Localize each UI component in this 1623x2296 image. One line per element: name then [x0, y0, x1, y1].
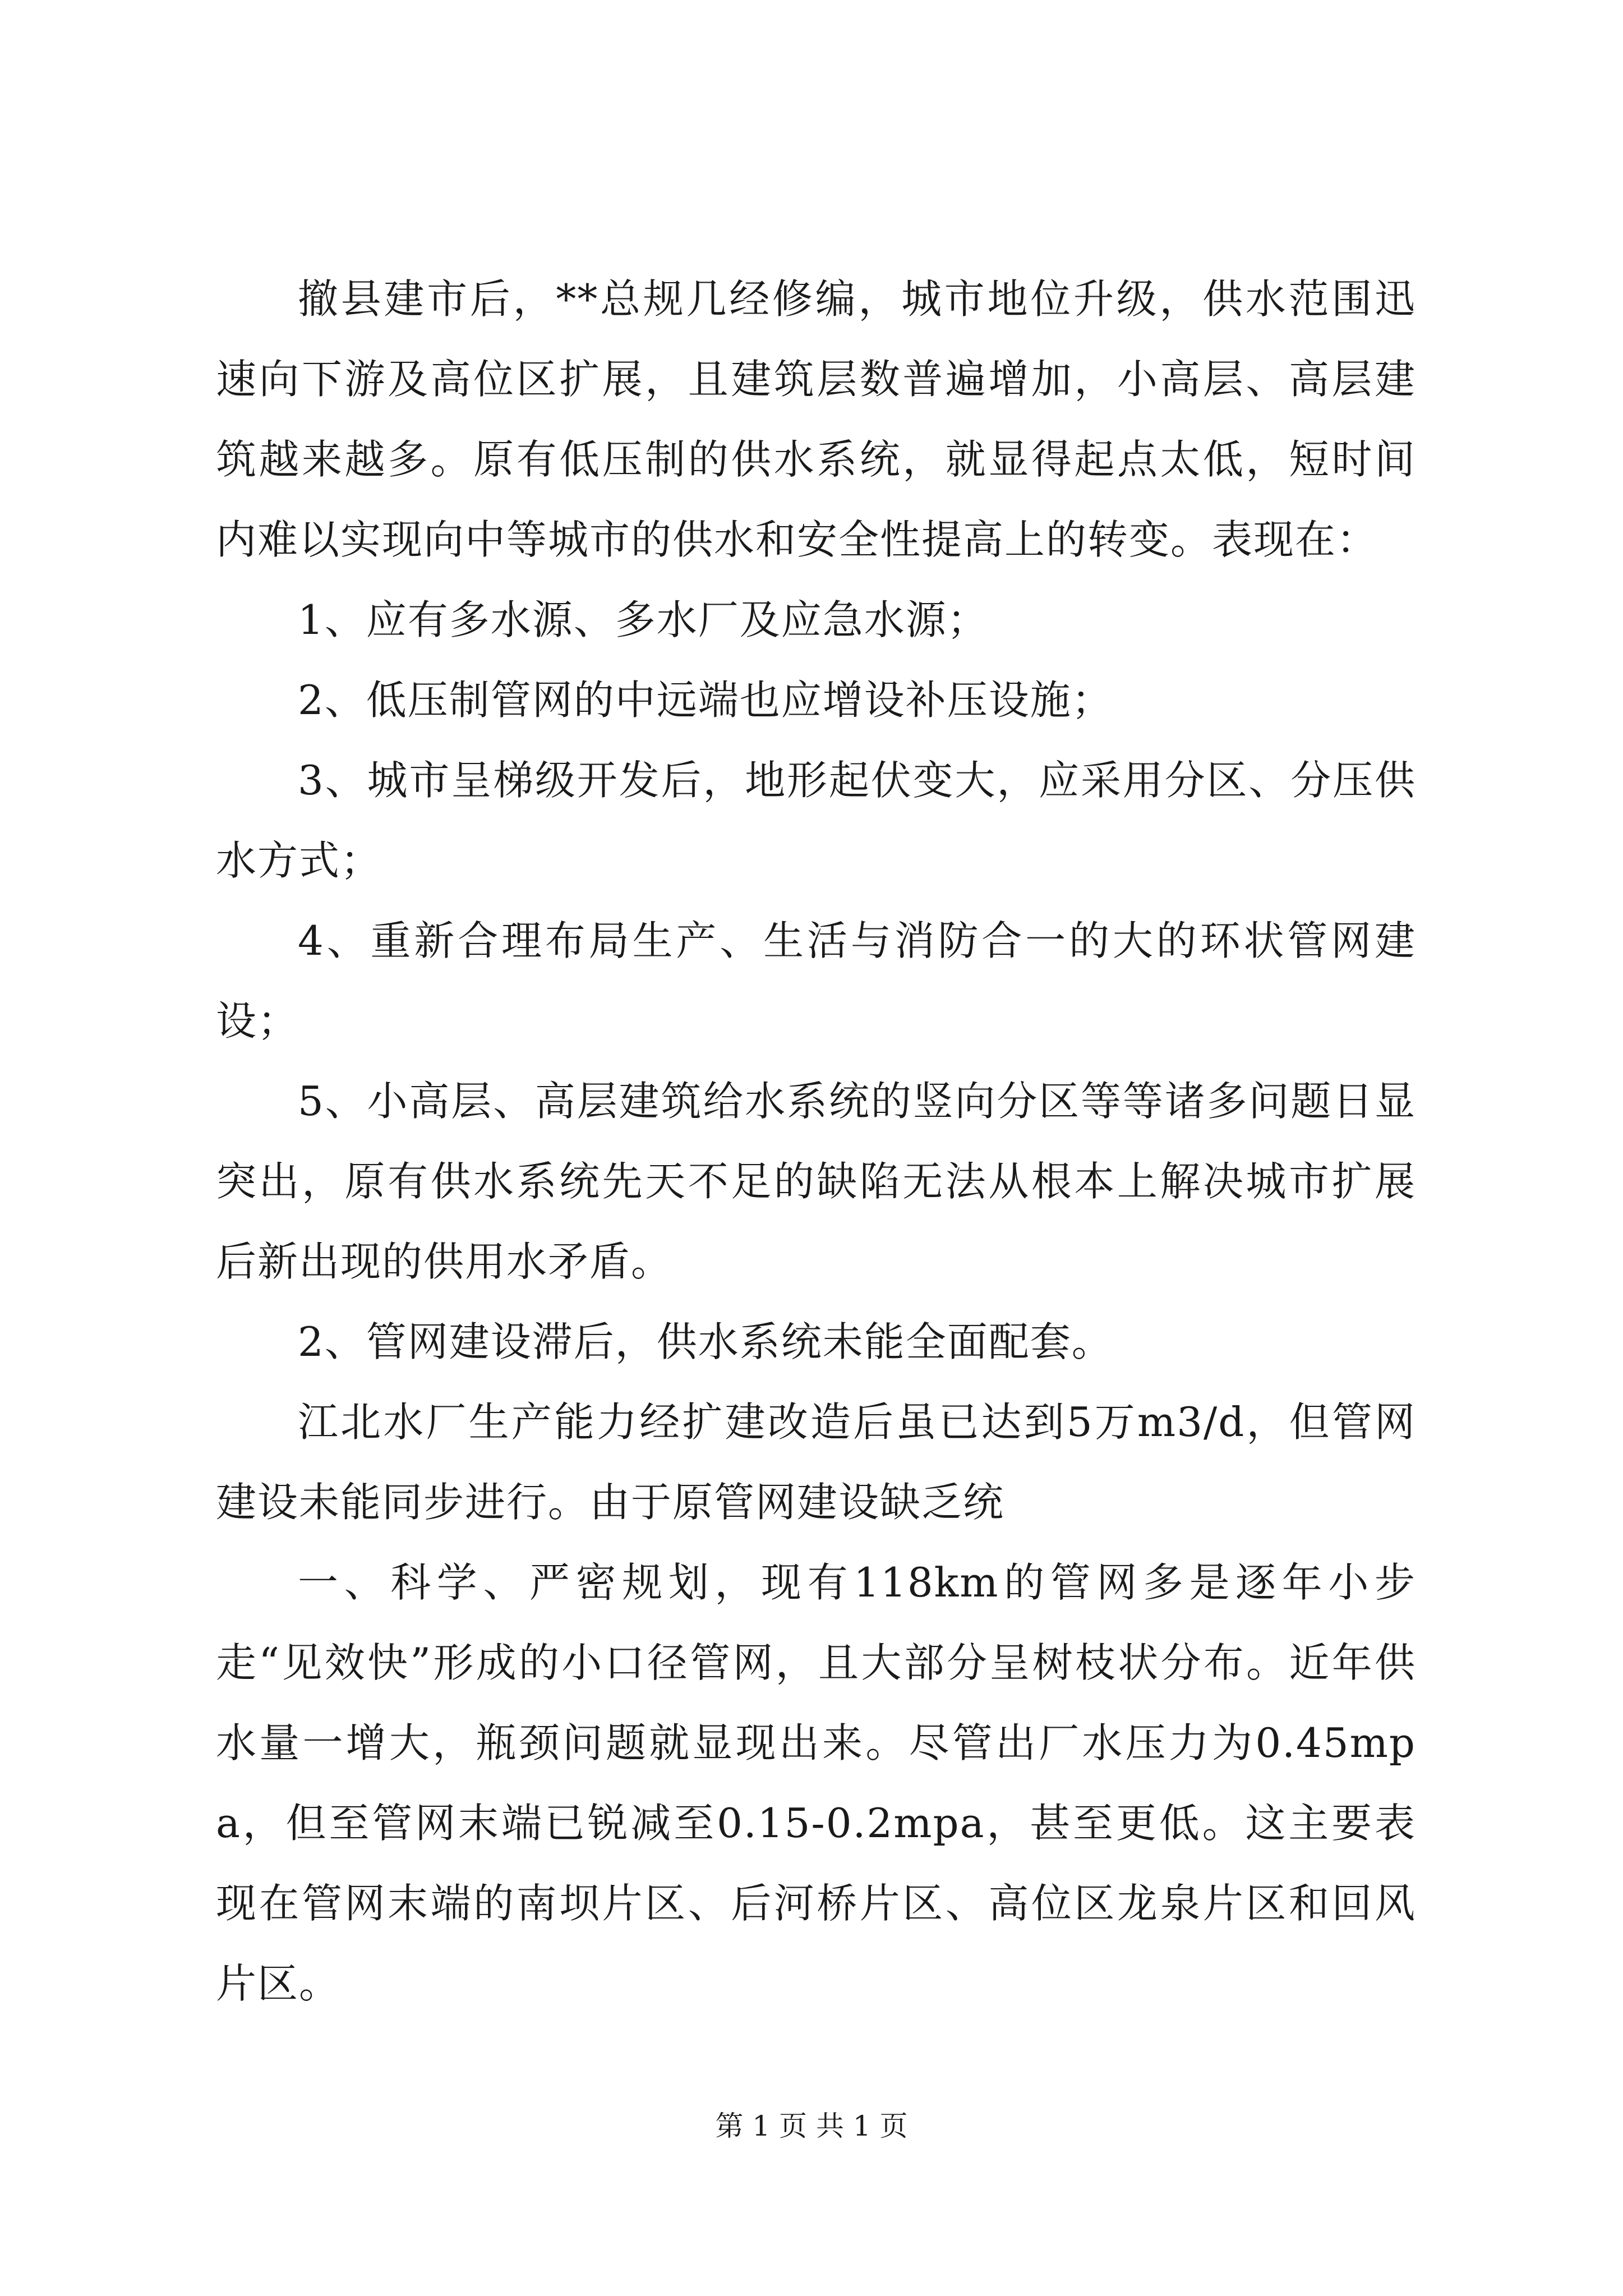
- paragraph-item-5: 5、小高层、高层建筑给水系统的竖向分区等等诸多问题日显突出，原有供水系统先天不足的缺陷无法从根本上解决城市扩展后新出现的供用水矛盾。: [216, 1078, 1416, 1285]
- paragraph-item-4: 4、重新合理布局生产、生活与消防合一的大的环状管网建设；: [216, 917, 1416, 1045]
- paragraph-pipe-network: 一、科学、严密规划，现有118km的管网多是逐年小步走“见效快”形成的小口径管网，且大部分呈树枝状分布。近年供水量一增大，瓶颈问题就显现出来。尽管出厂水压力为0.45mpa，但至管网末端已锐减至0.15-0.2mpa，甚至更低。这主要表现在管网末端的南坝片区、后河桥片区、高位区龙泉片区和回风片区。: [216, 1559, 1416, 2007]
- paragraph-intro: 撤县建市后，**总规几经修编，城市地位升级，供水范围迅速向下游及高位区扩展，且建筑层数普遍增加，小高层、高层建筑越来越多。原有低压制的供水系统，就显得起点太低，短时间内难以实现向中等城市的供水和安全性提高上的转变。表现在：: [216, 275, 1416, 563]
- paragraph-section-2-heading: 2、管网建设滞后，供水系统未能全面配套。: [298, 1318, 1113, 1365]
- paragraph-item-1: 1、应有多水源、多水厂及应急水源；: [298, 596, 989, 643]
- paragraph-item-3: 3、城市呈梯级开发后，地形起伏变大，应采用分区、分压供水方式；: [216, 757, 1416, 884]
- paragraph-item-2: 2、低压制管网的中远端也应增设补压设施；: [298, 677, 1113, 724]
- page-footer: 第 1 页 共 1 页: [715, 2110, 908, 2142]
- paragraph-jiangbei-plant: 江北水厂生产能力经扩建改造后虽已达到5万m3/d，但管网建设未能同步进行。由于原管网建设缺乏统: [216, 1398, 1416, 1526]
- document-body: [216, 259, 1416, 2024]
